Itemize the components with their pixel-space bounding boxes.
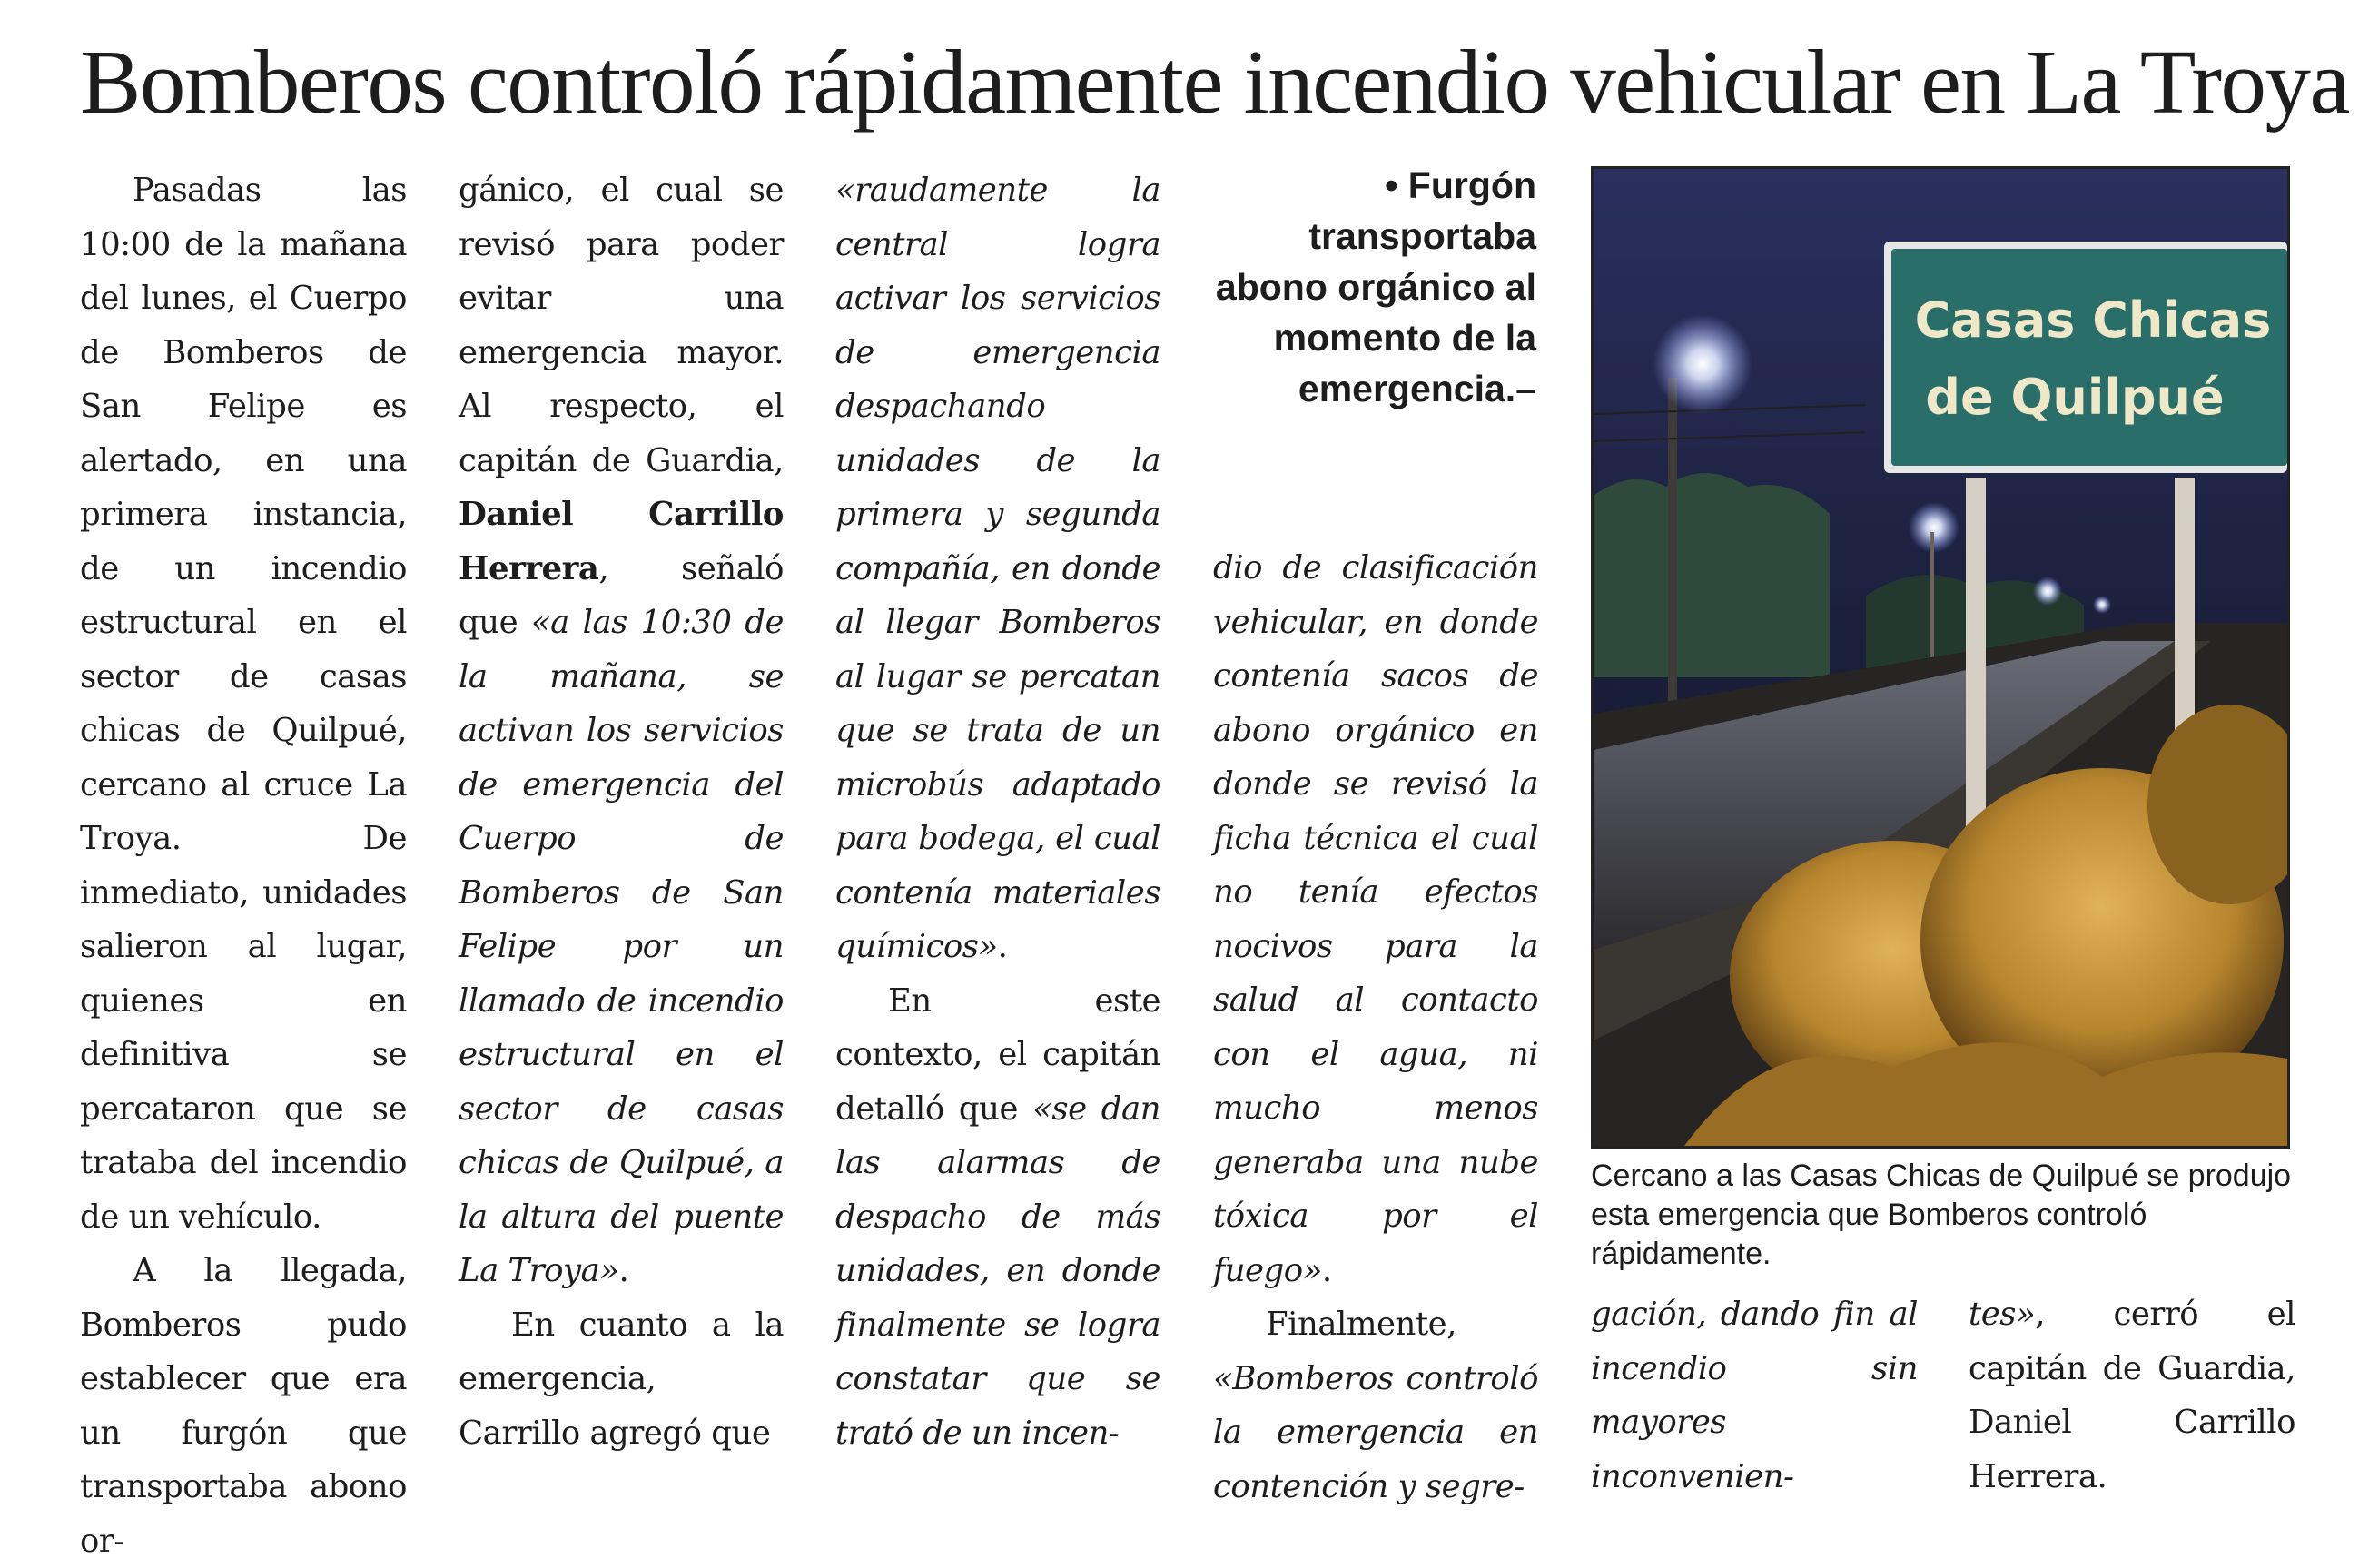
quote: «Bomberos controló la emergencia en contención y segre- <box>1213 1359 1538 1505</box>
quote: «raudamente la central logra activar los servicios de emergencia despachando unidades de la primera y segunda compañía, en donde al llegar Bomberos al lugar se percatan que se trata de un microbús adaptado para bodega, el cual contenía materiales químicos» <box>835 172 1160 965</box>
road-sign <box>1891 249 2287 466</box>
text-run: , señaló que <box>459 549 784 641</box>
trees <box>1594 473 1830 677</box>
article-column-5 <box>1591 1287 1918 1504</box>
text-run: Finalmente, <box>1266 1306 1456 1343</box>
paragraph <box>459 163 784 1298</box>
quote: tes» <box>1969 1296 2036 1333</box>
street-light <box>1653 314 1752 414</box>
text-run: gánico, el cual se revisó para poder evitar una emergencia mayor. Al respecto, el capitán de Guardia, <box>459 172 784 479</box>
photo-caption: Cercano a las Casas Chicas de Quilpué se produjo esta emergencia que Bomberos controló rápidamente. <box>1591 1159 2292 1271</box>
sign-text-line2: de Quilpué <box>1925 369 2225 426</box>
article-column-3 <box>835 163 1160 1460</box>
text-run: . <box>1321 1251 1332 1289</box>
paragraph: Pasadas las 10:00 de la mañana del lunes, el Cuerpo de Bomberos de San Felipe es alertado, en una primera instancia, de un incendio estructural en el sector de casas chicas de Quilpué, cercano al cruce La Troya. De inmediato, unidades salieron al lugar, quienes en definitiva se percataron que se trataba del incendio de un vehículo. <box>80 172 407 1236</box>
text-run: En este contexto, el capitán detalló que <box>835 981 1160 1128</box>
night-road-scene <box>1594 169 2287 1146</box>
person-name: Daniel Carrillo Herrera <box>459 496 784 587</box>
article-column-1 <box>80 163 407 1568</box>
article-column-4 <box>1213 541 1538 1514</box>
paragraph <box>1213 541 1538 1297</box>
pull-quote: • Furgón transportaba abono orgánico al momento de la emergencia.– <box>1215 164 1536 409</box>
street-light <box>2093 596 2111 614</box>
article-column-2 <box>459 163 784 1460</box>
text-run: , cerró el capitán de Guardia, Daniel Carrillo Herrera. <box>1969 1296 2295 1495</box>
paragraph <box>835 974 1160 1461</box>
paragraph <box>835 163 1160 974</box>
street-light <box>2033 577 2062 606</box>
paragraph <box>1591 1287 1918 1504</box>
quote: «se dan las alarmas de despacho de más unidades, en donde finalmente se logra constatar que se trató de un incen- <box>835 1090 1160 1452</box>
news-photo <box>1591 166 2290 1149</box>
quote: «a las 10:30 de la mañana, se activan los servicios de emergencia del Cuerpo de Bomberos de San Felipe por un llamado de incendio estructural en el sector de casas chicas de Quilpué, a la altura del puente La Troya» <box>459 604 784 1289</box>
article-column-6 <box>1969 1287 2295 1504</box>
paragraph <box>1969 1287 2295 1504</box>
headline: Bomberos controló rápidamente incendio vehicular en La Troya <box>80 31 2349 133</box>
paragraph <box>1213 1297 1538 1514</box>
sign-text-line1: Casas Chicas <box>1914 291 2272 349</box>
paragraph: En cuanto a la emergencia, Carrillo agregó que <box>459 1306 784 1452</box>
quote: gación, dando fin al incendio sin mayores inconvenien- <box>1591 1296 1918 1495</box>
quote: dio de clasificación vehicular, en donde contenía sacos de abono orgánico en donde se revisó la ficha técnica el cual no tenía efectos nocivos para la salud al contacto con el agua, ni mucho menos generaba una nube tóxica por el fuego» <box>1213 549 1538 1289</box>
paragraph: A la llegada, Bomberos pudo establecer que era un furgón que transportaba abono or- <box>80 1252 407 1560</box>
text-run: . <box>618 1252 629 1289</box>
text-run: . <box>997 928 1008 965</box>
